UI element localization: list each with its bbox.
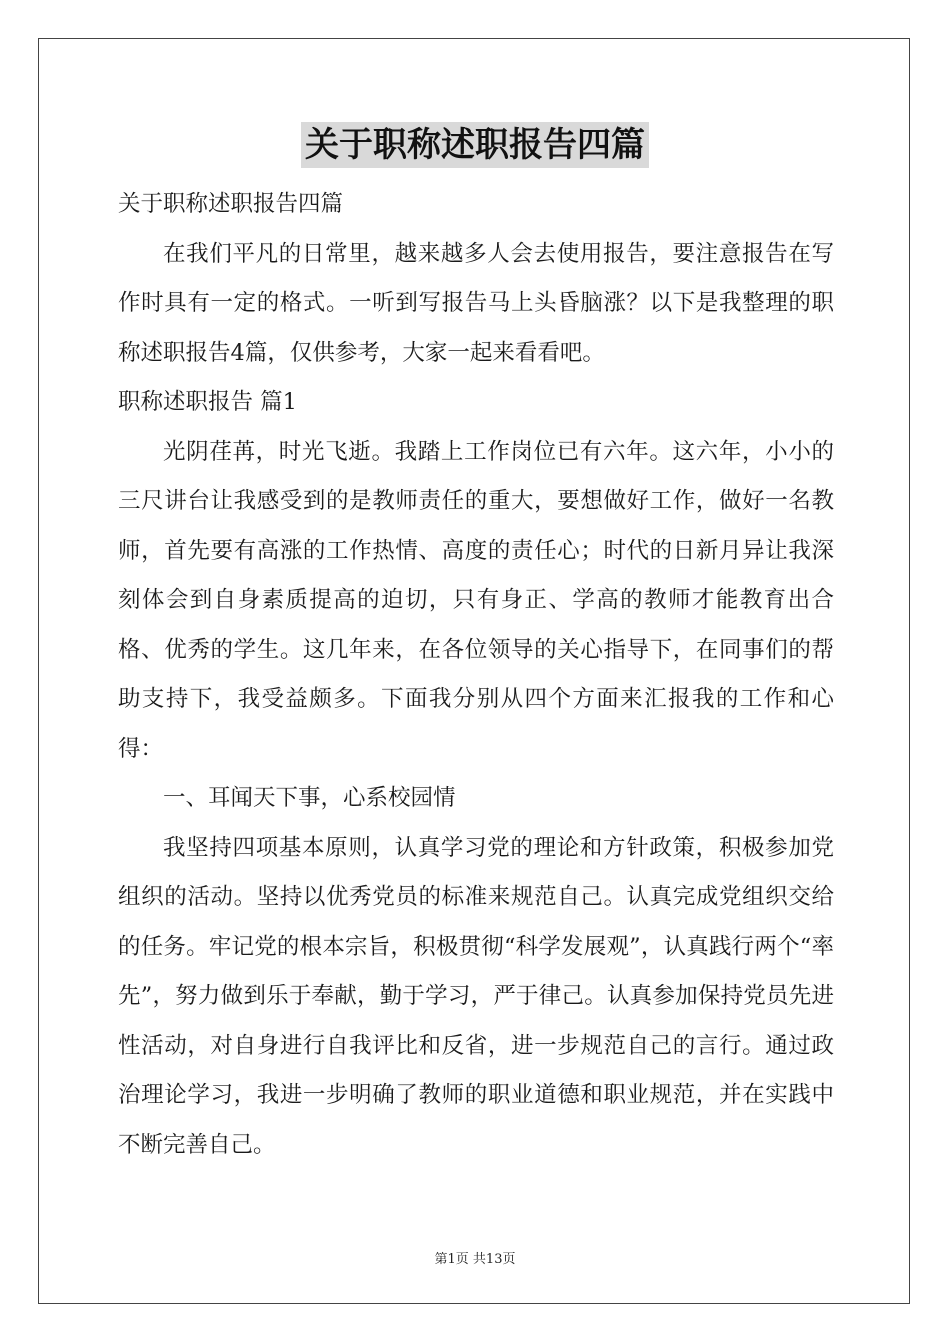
point-heading: 一、耳闻天下事，心系校园情 bbox=[163, 785, 456, 811]
intro-paragraph: 在我们平凡的日常里，越来越多人会去使用报告，要注意报告在写作时具有一定的格式。一听到写报告马上头昏脑涨？以下是我整理的职称述职报告4篇，仅供参考，大家一起来看看吧。 bbox=[118, 240, 834, 366]
page-footer: 第1页 共13页 bbox=[434, 1252, 516, 1267]
document-title: 关于职称述职报告四篇 bbox=[301, 122, 649, 168]
document-subtitle: 关于职称述职报告四篇 bbox=[118, 191, 344, 217]
body-paragraph-2: 我坚持四项基本原则，认真学习党的理论和方针政策，积极参加党组织的活动。坚持以优秀党员的标准来规范自己。认真完成党组织交给的任务。牢记党的根本宗旨，积极贯彻“科学发展观”，认真践行两个“率先”，努力做到乐于奉献，勤于学习，严于律己。认真参加保持党员先进性活动，对自身进行自我评比和反省，进一步规范自己的言行。通过政治理论学习，我进一步明确了教师的职业道德和职业规范，并在实践中不断完善自己。 bbox=[118, 834, 834, 1158]
body-paragraph-1: 光阴荏苒，时光飞逝。我踏上工作岗位已有六年。这六年，小小的三尺讲台让我感受到的是教师责任的重大，要想做好工作，做好一名教师，首先要有高涨的工作热情、高度的责任心；时代的日新月异让我深刻体会到自身素质提高的迫切，只有身正、学高的教师才能教育出合格、优秀的学生。这几年来，在各位领导的关心指导下，在同事们的帮助支持下，我受益颇多。下面我分别从四个方面来汇报我的工作和心得： bbox=[118, 438, 834, 762]
document-body bbox=[118, 180, 834, 1170]
section-heading: 职称述职报告 篇1 bbox=[118, 389, 297, 415]
title-container bbox=[0, 122, 950, 168]
